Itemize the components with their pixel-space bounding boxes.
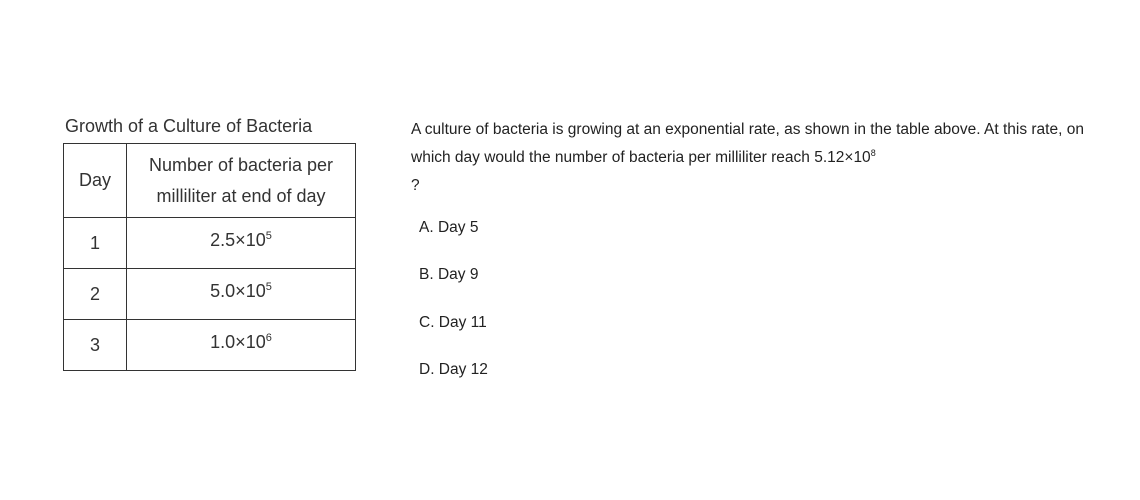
question-body: A culture of bacteria is growing at an exponential rate, as shown in the table above. At this rate, on which day would the number of bacteria per milliliter reach bbox=[411, 121, 1084, 166]
target-mantissa: 5.12 bbox=[814, 149, 845, 166]
table-row bbox=[64, 320, 356, 371]
mantissa: 1.0 bbox=[210, 332, 236, 352]
day-cell: 3 bbox=[64, 320, 127, 371]
base: 10 bbox=[245, 332, 266, 352]
times-sign: × bbox=[235, 281, 246, 301]
target-exponent: 8 bbox=[870, 147, 876, 158]
target-times-sign: × bbox=[844, 149, 854, 166]
times-sign: × bbox=[235, 230, 246, 250]
count-column-header bbox=[127, 144, 356, 218]
table-row bbox=[64, 218, 356, 269]
base: 10 bbox=[245, 230, 266, 250]
bacteria-growth-table bbox=[63, 143, 356, 371]
count-header-line2: milliliter at end of day bbox=[156, 185, 326, 206]
choice-a[interactable]: A. Day 5 bbox=[419, 219, 479, 236]
times-sign: × bbox=[235, 332, 246, 352]
exponent: 5 bbox=[265, 230, 272, 242]
day-column-header: Day bbox=[64, 144, 127, 218]
table-row bbox=[64, 269, 356, 320]
bacteria-count-cell bbox=[127, 218, 356, 269]
bacteria-count-cell bbox=[127, 320, 356, 371]
choice-b[interactable]: B. Day 9 bbox=[419, 266, 479, 283]
count-header-line1: Number of bacteria per bbox=[148, 154, 334, 175]
choice-c[interactable]: C. Day 11 bbox=[419, 314, 487, 331]
question-text bbox=[411, 116, 1111, 200]
base: 10 bbox=[245, 281, 266, 301]
bacteria-count-cell bbox=[127, 269, 356, 320]
exponent: 6 bbox=[265, 332, 272, 344]
target-base: 10 bbox=[853, 149, 871, 166]
day-cell: 1 bbox=[64, 218, 127, 269]
table-title: Growth of a Culture of Bacteria bbox=[65, 116, 313, 136]
question-end: ? bbox=[411, 177, 420, 194]
day-cell: 2 bbox=[64, 269, 127, 320]
mantissa: 5.0 bbox=[210, 281, 236, 301]
choice-d[interactable]: D. Day 12 bbox=[419, 361, 488, 378]
mantissa: 2.5 bbox=[210, 230, 236, 250]
table-header-row bbox=[64, 144, 356, 218]
exponent: 5 bbox=[265, 281, 272, 293]
